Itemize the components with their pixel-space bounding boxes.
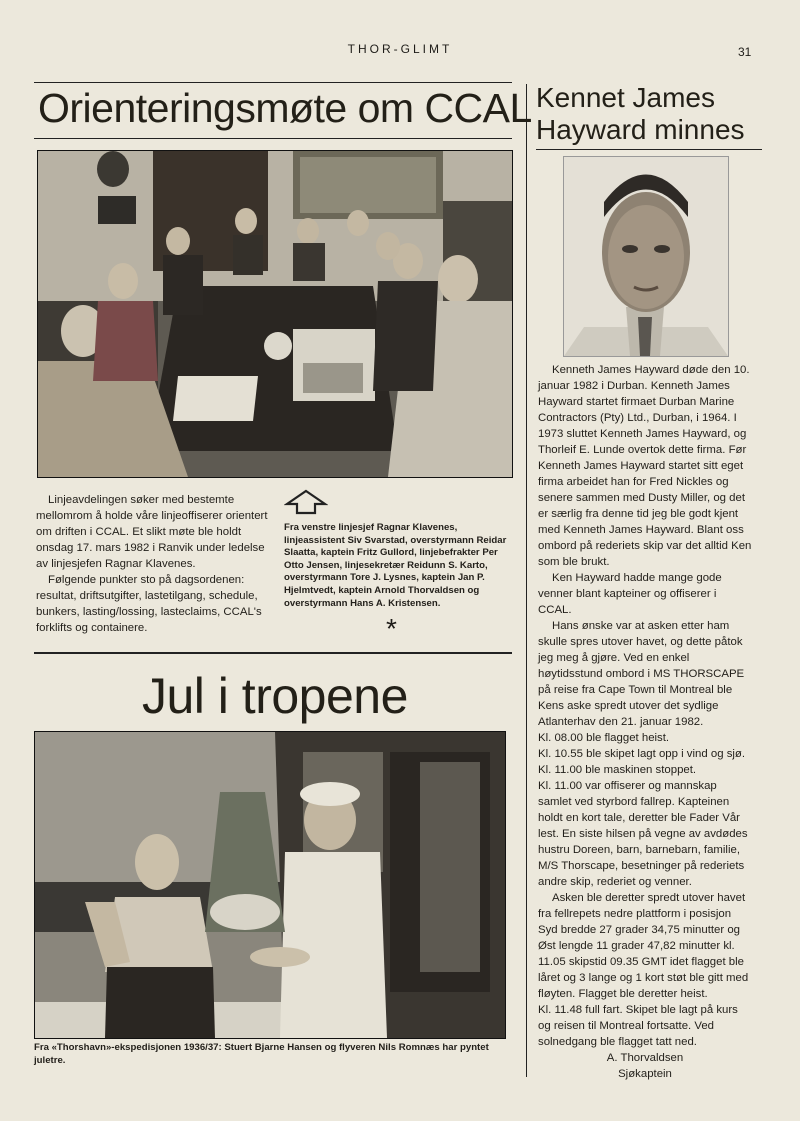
arrow-up-icon: [284, 489, 328, 515]
tropics-photo-caption: Fra «Thorshavn»-ekspedisjonen 1936/37: Stuert Bjarne Hansen og flyveren Nils Romnæs har pyntet juletre.: [34, 1042, 489, 1066]
article-title-hayward: [536, 82, 745, 146]
meeting-photo-graphic: [38, 151, 512, 477]
article3-paragraph: Ken Hayward hadde mange gode venner blant kapteiner og offiserer i CCAL.: [538, 572, 722, 616]
article-title-ccal: Orienteringsmøte om CCAL: [38, 85, 532, 131]
separator-asterisk: *: [386, 613, 397, 644]
article1-paragraph: Følgende punkter sto på dagsordenen: resultat, driftsutgifter, lastetilgang, schedule, bunkers, lasting/lossing, lasteclaims, CCAL's forklifts og containere.: [36, 574, 262, 634]
article3-paragraph: Hans ønske var at asken etter ham skulle spres utover havet, og dette påtok jeg meg å gjøre. Ved en enkel høytidsstund ombord i MS THORSCAPE på reise fra Cape Town til Montreal ble Kens aske spredt utover det sydlige Atlanterhav den 21. januar 1982.: [538, 620, 745, 728]
article3-paragraph: Kl. 11.00 var offiserer og mannskap samlet ved styrbord fallrep. Kapteinen holdt en kort tale, deretter ble Fader Vår lest. En siste hilsen på vegne av avdødes hustru Doreen, barn, barnebarn, familie, M/S Thorscape, besetninger på rederiets andre skip, rederiet og venner.: [538, 780, 748, 888]
page-number: 31: [738, 45, 752, 59]
meeting-photo: [37, 150, 513, 478]
top-rule-left: [34, 82, 512, 83]
title-line: Hayward minnes: [536, 114, 745, 145]
tropics-photo: [34, 731, 506, 1039]
article3-paragraph: Kl. 10.55 ble skipet lagt opp i vind og sjø.: [538, 748, 746, 760]
hayward-title-rule: [536, 149, 762, 150]
article3-paragraph: Kl. 11.00 ble maskinen stoppet.: [538, 764, 697, 776]
portrait-photo: [563, 156, 729, 357]
running-header: THOR-GLIMT: [347, 42, 453, 56]
article3-paragraph: Kl. 08.00 ble flagget heist.: [538, 732, 670, 744]
article3-paragraph: Asken ble deretter spredt utover havet fra fellrepets nedre plattform i posisjon Syd bredde 27 grader 34,75 minutter og Øst lengde 11 grader 47,82 minutter kl. 11.05 skipstid 09.35 GMT idet flagget ble låret og 3 lange og 1 kort støt ble gitt med fløyten. Flagget ble deretter heist.: [538, 892, 749, 1000]
title-rule: [34, 138, 512, 139]
article3-paragraph: Kenneth James Hayward døde den 10. januar 1982 i Durban. Kenneth James Hayward startet firmaet Durban Marine Contractors (Pty) Ltd., Durban, i 1964. I 1973 sluttet Kenneth James Hayward, og Thorleif E. Lunde overtok dette firma. Før Kenneth James Hayward startet sitt eget firma arbeidet han for Fred Nickles og senere sammen med Dusty Miller, og det er særlig fra denne tid jeg ble godt kjent med Kenneth James Hayward. Blant oss ombord på rederiets skip var det alltid Ken som ble brukt.: [538, 364, 752, 568]
article-title-jul: Jul i tropene: [142, 668, 408, 724]
signature-title: Sjøkaptein: [618, 1068, 672, 1080]
article3-body: [538, 362, 752, 1082]
article1-paragraph: Linjeavdelingen søker med bestemte mellomrom å holde våre linjeoffiserer orientert om driften i CCAL. Et slikt møte ble holdt onsdag 17. mars 1982 i Ranvik under ledelse av linjesjefen Ragnar Klavenes.: [36, 494, 268, 570]
tropics-photo-graphic: [35, 732, 505, 1038]
article1-body: [36, 492, 268, 636]
signature-name: A. Thorvaldsen: [606, 1052, 684, 1064]
article3-paragraph: Kl. 11.48 full fart. Skipet ble lagt på kurs og reisen til Montreal fortsatte. Ved solnedgang ble flagget tatt ned.: [538, 1004, 738, 1048]
portrait-photo-graphic: [564, 157, 728, 356]
column-divider: [526, 84, 527, 1077]
section-rule: [34, 652, 512, 654]
title-line: Kennet James: [536, 82, 715, 113]
meeting-photo-caption: Fra venstre linjesjef Ragnar Klavenes, linjeassistent Siv Svarstad, overstyrmann Reidar Slaatta, kaptein Fritz Gullord, linjebefrakter Per Otto Jensen, linjesekretær Reidunn S. Karto, overstyrmann Tore J. Lysnes, kaptein Jan P. Hjelmtvedt, kaptein Arnold Thorvaldsen og overstyrmann Hans A. Kristensen.: [284, 522, 507, 609]
